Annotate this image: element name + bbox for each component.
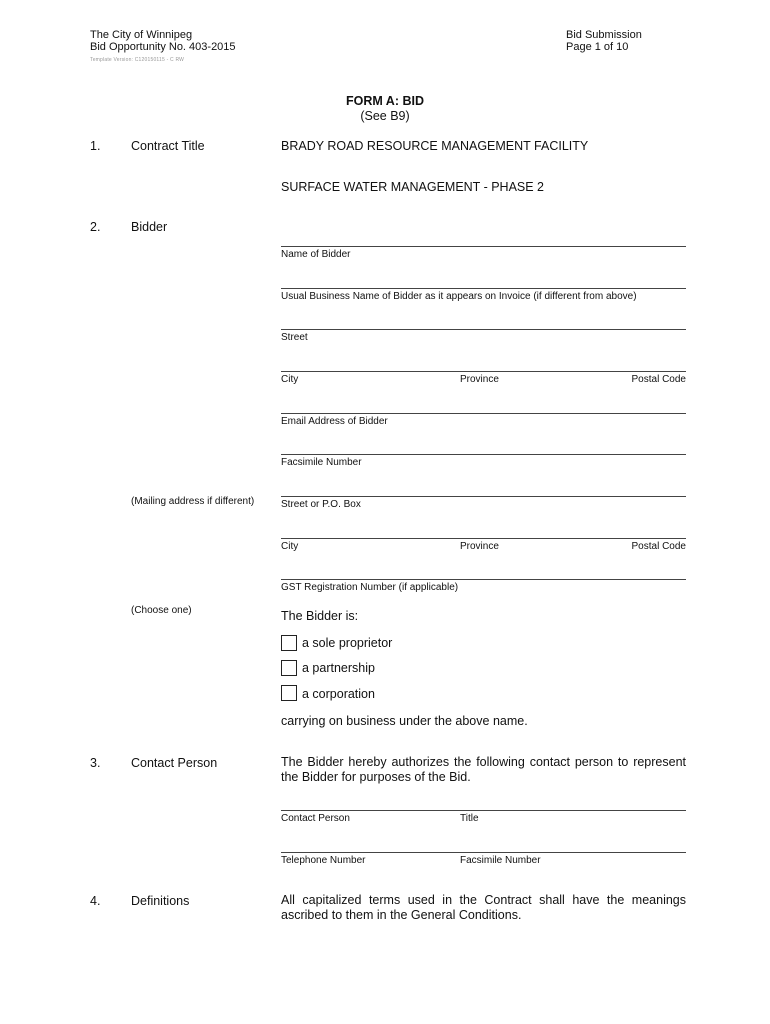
corporation-checkbox[interactable] bbox=[281, 685, 297, 701]
mailing-city-label: City bbox=[281, 541, 299, 552]
gst-label: GST Registration Number (if applicable) bbox=[281, 582, 459, 593]
usual-business-name-label: Usual Business Name of Bidder as it appears on Invoice (if different from above) bbox=[281, 291, 637, 302]
province-label: Province bbox=[460, 374, 499, 385]
form-title: FORM A: BID bbox=[346, 94, 424, 108]
header-city: The City of Winnipeg bbox=[90, 29, 193, 41]
gst-line[interactable] bbox=[281, 579, 686, 580]
telephone-label: Telephone Number bbox=[281, 855, 366, 866]
contact-person-text-line1: The Bidder hereby authorizes the following contact person to represent bbox=[281, 755, 686, 769]
definitions-text-line1: All capitalized terms used in the Contract shall have the meanings bbox=[281, 893, 686, 907]
header-page-number: Page 1 of 10 bbox=[566, 41, 629, 53]
section-4-number: 4. bbox=[90, 894, 101, 908]
bidder-is-label: The Bidder is: bbox=[281, 609, 359, 623]
facsimile-label: Facsimile Number bbox=[281, 457, 362, 468]
section-2-label: Bidder bbox=[131, 220, 168, 234]
sole-proprietor-label: a sole proprietor bbox=[302, 636, 393, 650]
street-po-box-label: Street or P.O. Box bbox=[281, 499, 361, 510]
street-line[interactable] bbox=[281, 329, 686, 330]
name-of-bidder-line[interactable] bbox=[281, 246, 686, 247]
contact-person-text-line2: the Bidder for purposes of the Bid. bbox=[281, 770, 471, 784]
contract-title-line2: SURFACE WATER MANAGEMENT - PHASE 2 bbox=[281, 180, 545, 194]
carrying-on-business-text: carrying on business under the above name. bbox=[281, 714, 528, 728]
section-3-label: Contact Person bbox=[131, 756, 218, 770]
city-label: City bbox=[281, 374, 299, 385]
section-1-label: Contract Title bbox=[131, 139, 205, 153]
contract-title-line1: BRADY ROAD RESOURCE MANAGEMENT FACILITY bbox=[281, 139, 589, 153]
email-label: Email Address of Bidder bbox=[281, 416, 388, 427]
email-line[interactable] bbox=[281, 413, 686, 414]
postal-code-label: Postal Code bbox=[631, 374, 686, 385]
street-po-box-line[interactable] bbox=[281, 496, 686, 497]
sole-proprietor-checkbox[interactable] bbox=[281, 635, 297, 651]
partnership-checkbox[interactable] bbox=[281, 660, 297, 676]
mailing-postal-code-label: Postal Code bbox=[631, 541, 686, 552]
choose-one-note: (Choose one) bbox=[131, 605, 192, 616]
section-4-label: Definitions bbox=[131, 894, 190, 908]
city-province-postal-line[interactable] bbox=[281, 371, 686, 372]
section-3-number: 3. bbox=[90, 756, 101, 770]
telephone-line[interactable] bbox=[281, 852, 686, 853]
header-bid-submission: Bid Submission bbox=[566, 29, 642, 41]
contact-title-label: Title bbox=[460, 813, 479, 824]
corporation-label: a corporation bbox=[302, 687, 375, 701]
section-1-number: 1. bbox=[90, 139, 101, 153]
form-subtitle: (See B9) bbox=[360, 109, 410, 123]
facsimile-line[interactable] bbox=[281, 454, 686, 455]
usual-business-name-line[interactable] bbox=[281, 288, 686, 289]
mailing-city-line[interactable] bbox=[281, 538, 686, 539]
header-bid-opportunity: Bid Opportunity No. 403-2015 bbox=[90, 41, 236, 53]
street-label: Street bbox=[281, 332, 308, 343]
contact-person-line[interactable] bbox=[281, 810, 686, 811]
name-of-bidder-label: Name of Bidder bbox=[281, 249, 351, 260]
mailing-address-note: (Mailing address if different) bbox=[131, 496, 255, 507]
contact-facsimile-label: Facsimile Number bbox=[460, 855, 541, 866]
section-2-number: 2. bbox=[90, 220, 101, 234]
partnership-label: a partnership bbox=[302, 661, 375, 675]
template-version: Template Version: C120150115 - C RW bbox=[90, 57, 185, 63]
contact-person-label: Contact Person bbox=[281, 813, 350, 824]
definitions-text-line2: ascribed to them in the General Conditions. bbox=[281, 908, 522, 922]
mailing-province-label: Province bbox=[460, 541, 499, 552]
